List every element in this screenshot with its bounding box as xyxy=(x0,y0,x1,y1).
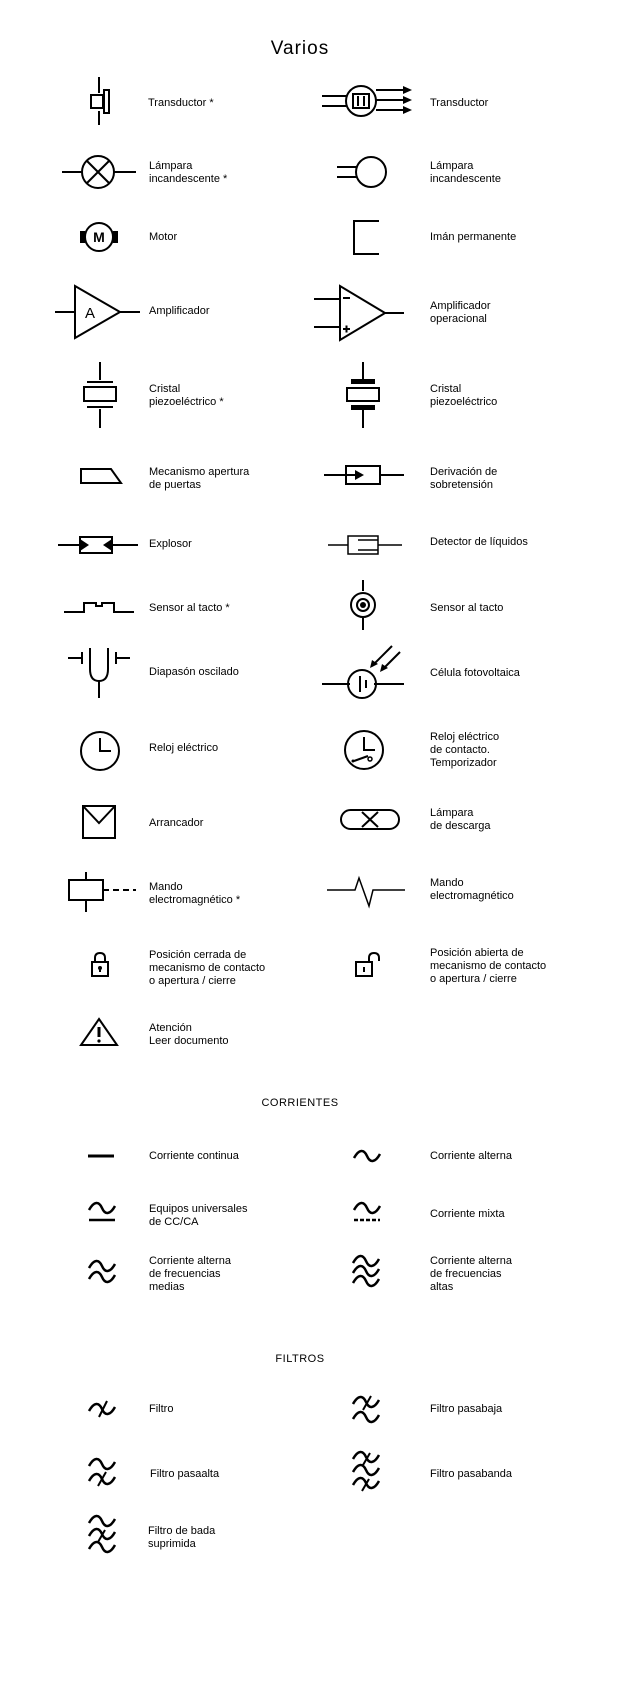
motor-symbol xyxy=(78,220,122,254)
label-altas: Corriente alterna de frecuencias altas xyxy=(430,1255,512,1293)
label-derivacion: Derivación de sobretensión xyxy=(430,466,498,491)
label-cristal: Cristal piezoeléctrico xyxy=(430,383,498,408)
electromagnetic-control-star-symbol xyxy=(66,870,140,916)
label-pos-cerrada: Posición cerrada de mecanismo de contacto o apertura / cierre xyxy=(149,949,266,987)
band-stop-filter-symbol xyxy=(86,1514,118,1558)
door-mechanism-symbol xyxy=(78,464,126,488)
label-iman: Imán permanente xyxy=(430,231,517,243)
lamp-incandescent-star-symbol xyxy=(60,154,140,190)
touch-sensor-symbol xyxy=(346,578,380,632)
universal-equipment-symbol xyxy=(86,1200,118,1226)
medium-frequency-ac-symbol xyxy=(86,1258,118,1286)
label-medias: Corriente alterna de frecuencias medias xyxy=(149,1255,231,1293)
label-pasabaja: Filtro pasabaja xyxy=(430,1403,503,1415)
transducer-symbol xyxy=(80,75,130,127)
lamp-incandescent-symbol xyxy=(335,154,395,190)
mixed-current-symbol xyxy=(351,1200,383,1226)
warning-triangle-icon xyxy=(78,1016,120,1048)
band-pass-filter-symbol xyxy=(350,1450,382,1494)
label-amplificador: Amplificador xyxy=(149,305,210,317)
transducer-emitter-symbol xyxy=(320,78,415,126)
contact-clock-timer-symbol xyxy=(342,728,386,772)
label-filtro: Filtro xyxy=(149,1403,174,1415)
label-detector-liquidos: Detector de líquidos xyxy=(430,536,528,548)
label-banda-suprimida: Filtro de bada suprimida xyxy=(148,1525,216,1550)
label-continua: Corriente continua xyxy=(149,1150,239,1162)
touch-sensor-star-symbol xyxy=(62,596,138,616)
closed-padlock-icon xyxy=(88,950,114,980)
liquid-detector-symbol xyxy=(326,532,406,558)
piezo-crystal-symbol xyxy=(343,360,383,432)
high-pass-filter-symbol xyxy=(86,1456,118,1488)
piezo-crystal-star-symbol xyxy=(80,360,120,432)
label-diapason: Diapasón oscilado xyxy=(149,666,239,678)
section-title-corrientes: CORRIENTES xyxy=(261,1097,339,1109)
operational-amplifier-symbol xyxy=(312,283,412,343)
svg-text:M: M xyxy=(93,229,105,245)
section-title-filtros: FILTROS xyxy=(275,1353,325,1365)
label-explosor: Explosor xyxy=(149,538,192,550)
label-arrancador: Arrancador xyxy=(149,817,204,829)
svg-text:A: A xyxy=(84,305,96,322)
label-transductor: Transductor xyxy=(430,97,489,109)
label-lampara-inc-star: Lámpara incandescente * xyxy=(149,160,228,185)
label-cristal-star: Cristal piezoeléctrico * xyxy=(149,383,224,408)
low-pass-filter-symbol xyxy=(350,1394,382,1426)
label-mando-star: Mando electromagnético * xyxy=(149,881,241,906)
surge-arrester-symbol xyxy=(322,462,408,488)
discharge-lamp-symbol xyxy=(338,806,404,834)
label-lampara-descarga: Lámpara de descarga xyxy=(430,807,491,832)
alternating-current-symbol xyxy=(352,1146,382,1166)
label-atencion: Atención Leer documento xyxy=(149,1022,229,1047)
amplifier-symbol xyxy=(53,283,143,341)
label-motor: Motor xyxy=(149,231,178,243)
page-title: Varios xyxy=(270,38,330,59)
label-pasaalta: Filtro pasaalta xyxy=(150,1468,220,1480)
label-mecanismo-puertas: Mecanismo apertura de puertas xyxy=(149,466,250,491)
electric-clock-symbol xyxy=(78,729,122,773)
label-mixta: Corriente mixta xyxy=(430,1208,505,1220)
permanent-magnet-symbol xyxy=(350,218,382,258)
label-celula: Célula fotovoltaica xyxy=(430,667,520,679)
electromagnetic-control-symbol xyxy=(325,870,411,910)
high-frequency-ac-symbol xyxy=(350,1253,382,1291)
label-pasabanda: Filtro pasabanda xyxy=(430,1468,512,1480)
filter-symbol xyxy=(86,1397,118,1419)
label-reloj: Reloj eléctrico xyxy=(149,742,219,754)
photovoltaic-cell-symbol xyxy=(320,642,410,702)
label-sensor-tacto: Sensor al tacto xyxy=(430,602,504,614)
label-transductor-star: Transductor * xyxy=(148,97,214,109)
label-amp-operacional: Amplificador operacional xyxy=(430,300,491,325)
starter-symbol xyxy=(80,803,120,843)
spark-gap-symbol xyxy=(56,533,142,557)
label-mando: Mando electromagnético xyxy=(430,877,514,902)
label-lampara-inc: Lámpara incandescente xyxy=(430,160,501,185)
tuning-fork-symbol xyxy=(64,645,136,701)
label-universales: Equipos universales de CC/CA xyxy=(149,1203,248,1228)
label-pos-abierta: Posición abierta de mecanismo de contacto o apertura / cierre xyxy=(430,947,547,985)
open-padlock-icon xyxy=(352,950,384,980)
label-alterna: Corriente alterna xyxy=(430,1150,512,1162)
direct-current-symbol xyxy=(86,1148,116,1164)
label-reloj-contacto: Reloj eléctrico de contacto. Temporizador xyxy=(430,731,500,769)
label-sensor-tacto-star: Sensor al tacto * xyxy=(149,602,230,614)
